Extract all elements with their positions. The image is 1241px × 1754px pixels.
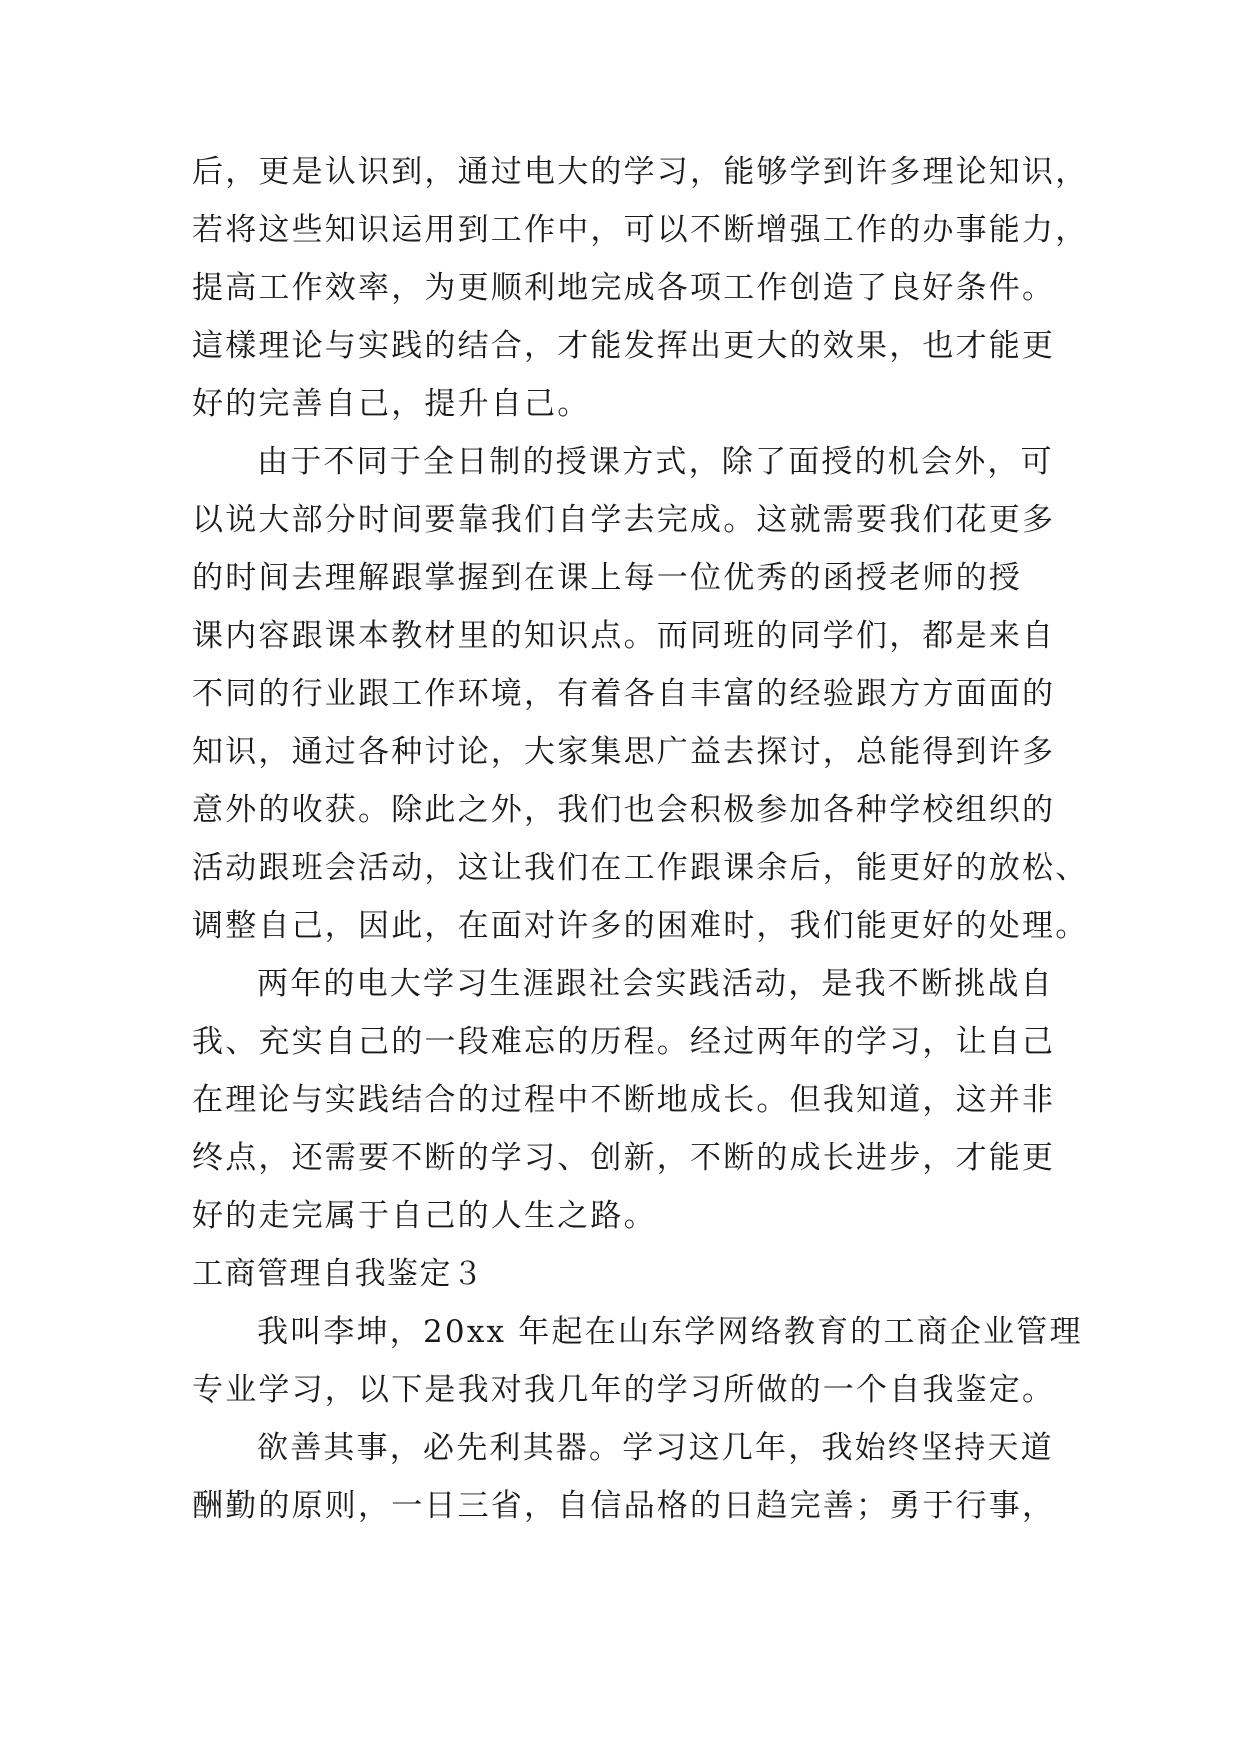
paragraph-first-line: 两年的电大学习生涯跟社会实践活动，是我不断挑战自	[257, 966, 1054, 1002]
section-heading: 工商管理自我鉴定３	[192, 1256, 485, 1292]
text-line: 好的走完属于自己的人生之路。	[192, 1198, 657, 1234]
text-line: 意外的收获。除此之外，我们也会积极参加各种学校组织的	[192, 792, 1056, 828]
text-line: 终点，还需要不断的学习、创新，不断的成长进步，才能更	[192, 1140, 1056, 1176]
text-line: 调整自己，因此，在面对许多的困难时，我们能更好的处理。	[192, 908, 1089, 944]
text-line: 若将这些知识运用到工作中，可以不断增强工作的办事能力，	[192, 212, 1089, 248]
text-line: 這樣理论与实践的结合，才能发挥出更大的效果，也才能更	[192, 328, 1056, 364]
text-line: 活动跟班会活动，这让我们在工作跟课余后，能更好的放松、	[192, 850, 1089, 886]
text-line: 后，更是认识到，通过电大的学习，能够学到许多理论知识，	[192, 154, 1089, 190]
text-line: 专业学习，以下是我对我几年的学习所做的一个自我鉴定。	[192, 1372, 1056, 1408]
text-line: 的时间去理解跟掌握到在课上每一位优秀的函授老师的授	[192, 560, 1022, 596]
paragraph-first-line: 由于不同于全日制的授课方式，除了面授的机会外，可	[257, 444, 1054, 480]
text-line: 酬勤的原则，一日三省，自信品格的日趋完善；勇于行事，	[192, 1488, 1056, 1524]
text-line: 好的完善自己，提升自己。	[192, 386, 591, 422]
text-line: 提高工作效率，为更顺利地完成各项工作创造了良好条件。	[192, 270, 1056, 306]
paragraph-first-line: 欲善其事，必先利其器。学习这几年，我始终坚持天道	[257, 1430, 1054, 1466]
text-line: 课内容跟课本教材里的知识点。而同班的同学们，都是来自	[192, 618, 1056, 654]
paragraph-first-line: 我叫李坤，20xx 年起在山东学网络教育的工商企业管理	[257, 1314, 1083, 1350]
text-line: 我、充实自己的一段难忘的历程。经过两年的学习，让自己	[192, 1024, 1056, 1060]
text-line: 以说大部分时间要靠我们自学去完成。这就需要我们花更多	[192, 502, 1056, 538]
text-line: 在理论与实践结合的过程中不断地成长。但我知道，这并非	[192, 1082, 1056, 1118]
text-line: 知识，通过各种讨论，大家集思广益去探讨，总能得到许多	[192, 734, 1056, 770]
text-line: 不同的行业跟工作环境，有着各自丰富的经验跟方方面面的	[192, 676, 1056, 712]
